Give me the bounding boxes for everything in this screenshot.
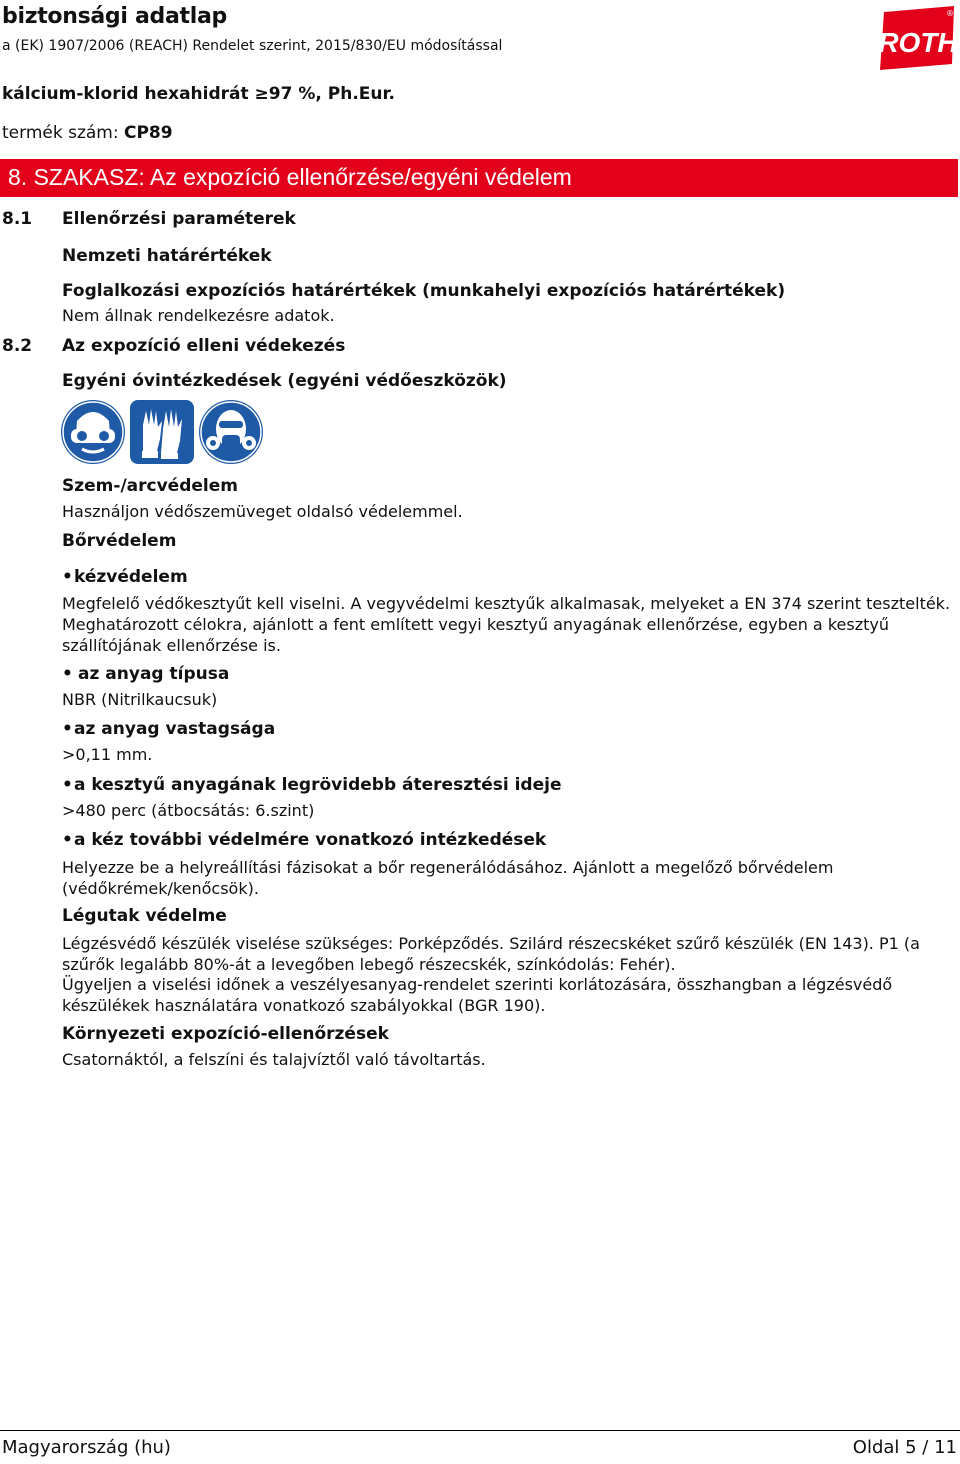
- roth-logo: [878, 4, 958, 72]
- breakthrough-bullet: •a kesztyű anyagának legrövidebb áteresztési ideje: [62, 775, 562, 795]
- document-title: biztonsági adatlap: [2, 4, 227, 29]
- section-banner: [0, 159, 958, 197]
- respiratory-heading: Légutak védelme: [62, 906, 227, 926]
- hand-protection-bullet: •kézvédelem: [62, 567, 188, 587]
- hand-protection-text: Megfelelő védőkesztyűt kell viselni. A vegyvédelmi kesztyűk alkalmasak, melyeket a EN 374 szerint tesztelték. Meghatározott célokra, ajánlott a fent említett vegyi kesztyű anyagának ellenőrzése, egyben a kesztyű szállítójának ellenőrzése is.: [62, 594, 951, 655]
- article-value: CP89: [123, 123, 173, 143]
- respiratory-text: Légzésvédő készülék viselése szükséges: Porképződés. Szilárd részecskéket szűrő készülék (EN 143). P1 (a szűrők legalább 80%-át a levegőben lebegő részecskék, színkódolás: Fehér).: [62, 934, 920, 974]
- section-8-2-title: Az expozíció elleni védekezés: [62, 336, 346, 356]
- further-hand-heading: a kéz további védelmére vonatkozó intézkedések: [74, 830, 547, 850]
- material-type-bullet: • az anyag típusa: [62, 664, 230, 684]
- thickness-bullet: •az anyag vastagsága: [62, 719, 276, 739]
- respiratory-text-2: Ügyeljen a viselési időnek a veszélyesanyag-rendelet szerinti korlátozására, összhangban a légzésvédő készülékek használatára vonatkozó szabályokkal (BGR 190).: [62, 975, 893, 1015]
- respirator-mask-icon: [198, 399, 264, 465]
- registered-mark: ®: [946, 9, 954, 18]
- occupational-limits-heading: Foglalkozási expozíciós határértékek (munkahelyi expozíciós határértékek): [62, 281, 786, 301]
- section-8-1-number: 8.1: [2, 209, 33, 229]
- skin-protection-heading: Bőrvédelem: [62, 531, 177, 551]
- ppe-heading: Egyéni óvintézkedések (egyéni védőeszközök): [62, 371, 507, 391]
- environmental-heading: Környezeti expozíció-ellenőrzések: [62, 1024, 389, 1044]
- footer-country: Magyarország (hu): [2, 1437, 171, 1458]
- section-8-2-number: 8.2: [2, 336, 33, 356]
- safety-goggles-icon: [60, 399, 126, 465]
- eye-protection-text: Használjon védőszemüveget oldalsó védelemmel.: [62, 502, 463, 521]
- material-type-value: NBR (Nitrilkaucsuk): [62, 690, 218, 709]
- no-data-text: Nem állnak rendelkezésre adatok.: [62, 306, 335, 325]
- thickness-heading: az anyag vastagsága: [74, 719, 276, 739]
- environmental-text: Csatornáktól, a felszíni és talajvíztől való távoltartás.: [62, 1050, 486, 1069]
- protective-gloves-icon: [129, 399, 195, 465]
- section-banner-title: 8. SZAKASZ: Az expozíció ellenőrzése/egyéni védelem: [8, 164, 572, 190]
- article-label: termék szám:: [2, 123, 124, 143]
- hand-protection-heading: kézvédelem: [74, 567, 188, 587]
- national-limits-heading: Nemzeti határértékek: [62, 246, 272, 266]
- logo-text: ROTH: [878, 27, 958, 58]
- eye-protection-heading: Szem-/arcvédelem: [62, 476, 238, 496]
- product-name: kálcium-klorid hexahidrát ≥97 %, Ph.Eur.: [2, 84, 395, 104]
- further-hand-text: Helyezze be a helyreállítási fázisokat a bőr regenerálódásához. Ajánlott a megelőző bőrvédelem (védőkrémek/kenőcsök).: [62, 858, 834, 898]
- article-number: [2, 123, 173, 143]
- further-hand-bullet: •a kéz további védelmére vonatkozó intézkedések: [62, 830, 547, 850]
- regulation-subtitle: a (EK) 1907/2006 (REACH) Rendelet szerint, 2015/830/EU módosítással: [2, 38, 503, 54]
- footer-divider: [0, 1430, 960, 1431]
- breakthrough-value: >480 perc (átbocsátás: 6.szint): [62, 801, 315, 820]
- material-type-heading: az anyag típusa: [78, 664, 230, 684]
- thickness-value: >0,11 mm.: [62, 745, 153, 764]
- breakthrough-heading: a kesztyű anyagának legrövidebb áteresztési ideje: [74, 775, 562, 795]
- section-8-1-title: Ellenőrzési paraméterek: [62, 209, 296, 229]
- footer-page-number: Oldal 5 / 11: [852, 1437, 957, 1458]
